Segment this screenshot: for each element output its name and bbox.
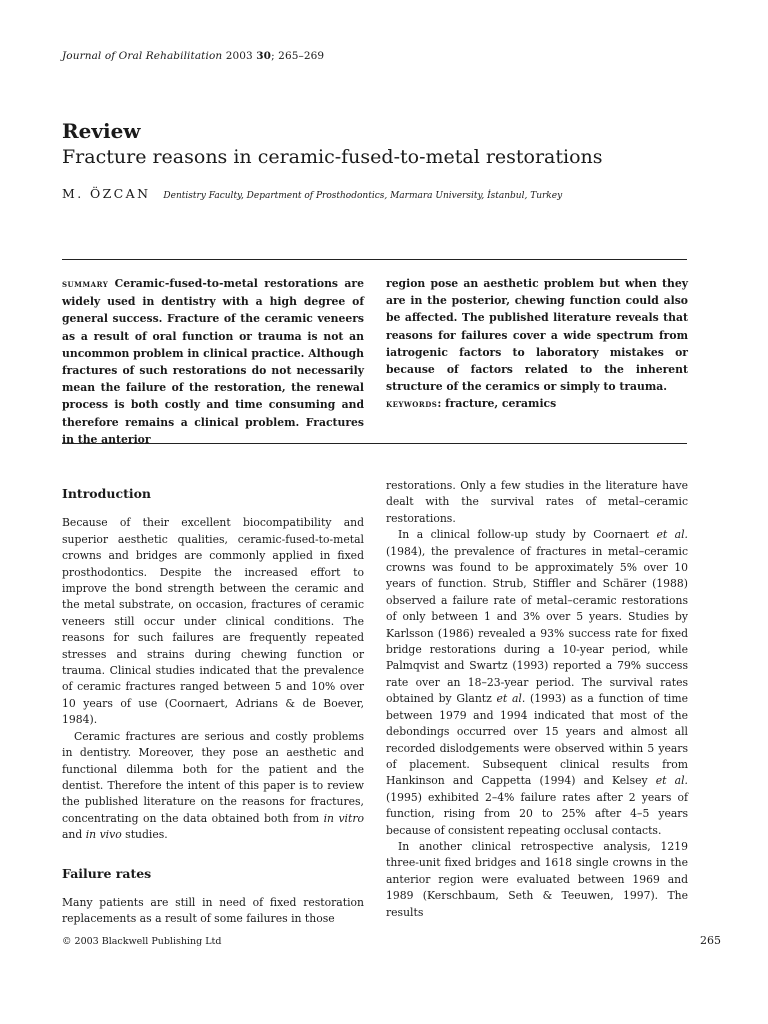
journal-citation [62,50,324,62]
summary-left-column [62,275,364,448]
journal-year: 2003 [225,50,253,62]
in-vivo-term: in vivo [85,828,122,842]
author-line [62,186,562,201]
intro-paragraph-1: Because of their excellent biocompatibility and superior aesthetic qualities, ceramic-fused-to-metal crowns and bridges are commonly applied in fixed prosthodontics. Despite the increased effort to improve the bond strength between the ceramic and the metal substrate, on occasion, fractures of ceramic veneers still occur under clinical conditions. The reasons for such failures are frequently repeated stresses and strains during chewing function or trauma. Clinical studies indicated that the prevalence of ceramic fractures ranged between 5 and 10% over 10 years of use (Coornaert, Adrians & de Boever, 1984). [62,516,364,727]
failure-paragraph-1: Many patients are still in need of fixed restoration replacements as a result of some failures in those [62,895,364,926]
article-title: Fracture reasons in ceramic-fused-to-metal restorations [62,146,603,168]
right-paragraph-3: In another clinical retrospective analysis, 1219 three-unit fixed bridges and 1618 single crowns in the anterior region were evaluated between 1969 and 1989 (Kerschbaum, Seth & Teeuwen, 1997). The results [386,839,688,919]
journal-name: Journal of Oral Rehabilitation [62,50,223,62]
journal-volume: 30 [256,50,272,62]
keywords-text: : fracture, ceramics [437,397,557,411]
author-name: M. ÖZCAN [62,186,151,201]
bottom-divider [62,443,687,444]
introduction-heading: Introduction [62,486,152,501]
intro-paragraph-2: Ceramic fractures are serious and costly problems in dentistry. Moreover, they pose an aesthetic and functional dilemma both for the patient and the dentist. Therefore the intent of this paper is to review the published literature on the reasons for fractures, concentrating on the data obtained both from in vitro and in vivo studies. [62,729,364,842]
author-affiliation: Dentistry Faculty, Department of Prosthodontics, Marmara University, İstanbul, Turkey [163,191,563,201]
summary-text-right: region pose an aesthetic problem but when they are in the posterior, chewing function could also be affected. The published literature reveals that reasons for failures cover a wide spectrum from iatrogenic factors to laboratory mistakes or because of factors related to the inherent structure of the ceramics or simply to trauma. [386,277,688,394]
failure-rates-heading: Failure rates [62,865,152,881]
right-paragraph-1: restorations. Only a few studies in the literature have dealt with the survival rates of metal–ceramic restorations. [386,479,688,525]
page-number: 265 [700,934,721,947]
article-type: Review [62,119,141,143]
summary-label: summary [62,279,109,290]
body-left-column [62,478,364,928]
keywords-label: keywords [386,399,438,411]
copyright-notice: © 2003 Blackwell Publishing Ltd [62,936,222,947]
body-right-column [386,478,688,921]
right-paragraph-2: In a clinical follow-up study by Coornaert et al. (1984), the prevalence of fractures in metal–ceramic crowns was found to be approximately 5% over 10 years of function. Strub, Stiffler and Schärer (1988) observed a failure rate of metal–ceramic restorations of only between 1 and 3% over 5 years. Studies by Karlsson (1986) revealed a 93% success rate for fixed bridge restorations during a 10-year period, while Palmqvist and Swartz (1993) reported a 79% success rate over an 18–23-year period. The survival rates obtained by Glantz et al. (1993) as a function of time between 1979 and 1994 indicated that most of the debondings occurred over 15 years and almost all recorded dislodgements were observed within 5 years of placement. Subsequent clinical results from Hankinson and Cappetta (1994) and Kelsey et al. (1995) exhibited 2–4% failure rates after 2 years of function, rising from 20 to 25% after 4–5 years because of consistent repeating occlusal contacts. [386,528,689,837]
summary-text-left: Ceramic-fused-to-metal restorations are widely used in dentistry with a high degree of general success. Fracture of the ceramic veneers as a result of oral function or trauma is not an uncommon problem in clinical practice. Although fractures of such restorations do not necessarily mean the failure of the restoration, the renewal process is both costly and time consuming and therefore remains a clinical problem. Fractures in the anterior [62,277,364,446]
in-vitro-term: in vitro [323,811,364,825]
top-divider [62,259,687,260]
summary-right-column [386,275,688,414]
journal-pages: ; 265–269 [271,50,325,62]
